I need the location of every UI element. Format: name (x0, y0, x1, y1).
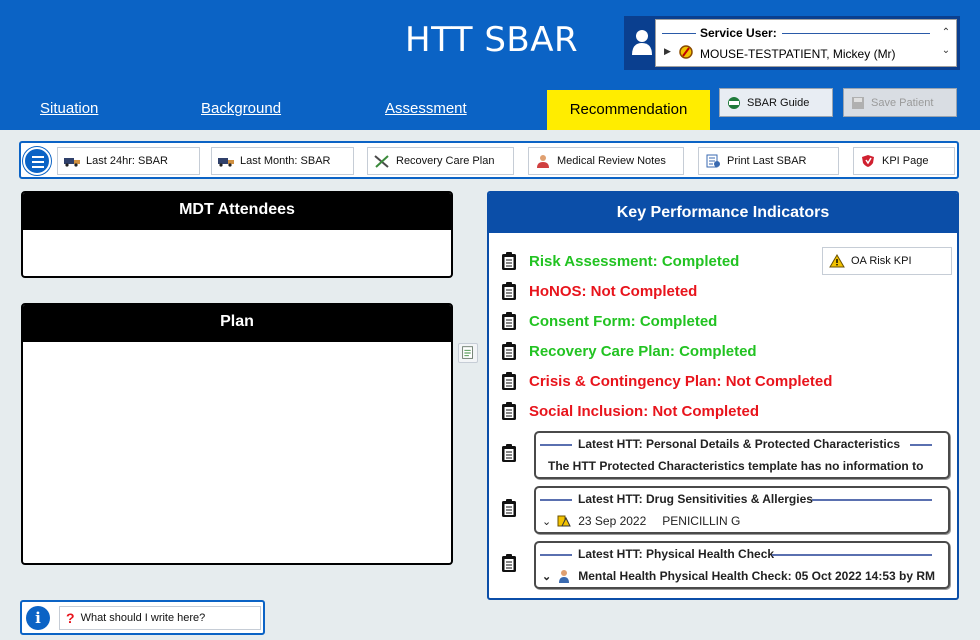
last-24hr-sbar-button[interactable] (57, 147, 200, 175)
kpi-item-label: Social Inclusion: Not Completed (529, 402, 760, 420)
guide-icon (726, 96, 742, 110)
clipboard-icon (501, 402, 517, 420)
divider (910, 444, 932, 446)
shield-icon (859, 154, 877, 168)
divider (540, 554, 572, 556)
kpi-item-label: Recovery Care Plan: Completed (529, 342, 757, 360)
car-icon (217, 154, 235, 168)
oa-risk-kpi-button[interactable] (822, 247, 952, 275)
scrollbar[interactable]: ⌃ ⌄ (941, 27, 951, 56)
patient-icon (678, 44, 694, 60)
expand-arrow-icon[interactable]: ▶ (664, 46, 671, 56)
kpi-item-crisis-contingency-plan (501, 372, 832, 390)
doctor-icon (557, 569, 571, 583)
drug-sensitivities-group (534, 486, 950, 534)
divider (782, 33, 930, 34)
plan-panel (21, 303, 453, 565)
template-icon[interactable] (458, 343, 478, 363)
last-24hr-sbar-label: Last 24hr: SBAR (86, 155, 168, 167)
clipboard-icon (501, 372, 517, 390)
kpi-item-risk-assessment (501, 252, 739, 270)
kpi-item-label: Consent Form: Completed (529, 312, 718, 330)
drug-sensitivity-date: 23 Sep 2022 (578, 514, 647, 528)
mdt-attendees-title: MDT Attendees (23, 193, 451, 230)
recovery-care-plan-button[interactable] (367, 147, 514, 175)
clipboard-icon (501, 554, 517, 572)
clipboard-icon (501, 342, 517, 360)
medical-review-notes-button[interactable] (528, 147, 684, 175)
oa-risk-kpi-label: OA Risk KPI (851, 255, 912, 267)
kpi-item-label: HoNOS: Not Completed (529, 282, 698, 300)
print-last-sbar-button[interactable] (698, 147, 839, 175)
physical-health-row[interactable] (542, 569, 935, 583)
clipboard-icon (501, 312, 517, 330)
drug-sensitivity-row[interactable] (542, 514, 740, 528)
chevron-down-icon[interactable]: ⌄ (542, 515, 552, 528)
divider (540, 444, 572, 446)
plan-title: Plan (23, 305, 451, 342)
user-icon (631, 27, 653, 57)
question-icon: ? (66, 610, 75, 626)
divider (540, 499, 572, 501)
page-title: HTT SBAR (405, 20, 579, 60)
allergy-warning-icon (557, 514, 571, 528)
kpi-item-social-inclusion (501, 402, 759, 420)
recovery-care-plan-label: Recovery Care Plan (396, 155, 495, 167)
drug-sensitivities-title: Latest HTT: Drug Sensitivities & Allergies (578, 492, 813, 506)
tab-situation[interactable]: Situation (40, 100, 99, 117)
car-icon (63, 154, 81, 168)
save-patient-button[interactable] (843, 88, 957, 117)
clipboard-icon (501, 444, 517, 462)
what-should-i-write-button[interactable] (59, 606, 261, 630)
tools-icon (373, 154, 391, 168)
physical-health-title: Latest HTT: Physical Health Check (578, 547, 775, 561)
divider (812, 499, 932, 501)
info-icon: i (26, 606, 50, 630)
print-document-icon (704, 154, 722, 168)
service-user-label: Service User: (700, 26, 777, 40)
mdt-attendees-panel (21, 191, 453, 278)
help-panel (20, 600, 265, 635)
service-user-box[interactable] (655, 19, 957, 67)
kpi-item-honos (501, 282, 697, 300)
drug-sensitivity-value: PENICILLIN G (662, 514, 741, 528)
chevron-down-icon[interactable]: ⌄ (542, 570, 552, 583)
plan-field[interactable] (23, 342, 451, 564)
service-user-panel (624, 16, 960, 70)
tab-background[interactable]: Background (201, 100, 282, 117)
sbar-guide-label: SBAR Guide (747, 96, 810, 109)
personal-details-group (534, 431, 950, 479)
physical-health-value: Mental Health Physical Health Check: 05 Oct 2022 14:53 by RM (578, 569, 936, 583)
menu-icon[interactable] (23, 147, 51, 175)
tab-recommendation[interactable]: Recommendation (547, 90, 710, 130)
warning-icon (829, 254, 845, 268)
service-user-name: MOUSE-TESTPATIENT, Mickey (Mr) (700, 47, 896, 61)
kpi-item-consent-form (501, 312, 717, 330)
kpi-item-label: Crisis & Contingency Plan: Not Completed (529, 372, 833, 390)
print-last-sbar-label: Print Last SBAR (727, 155, 807, 167)
clipboard-icon (501, 499, 517, 517)
kpi-panel (487, 191, 959, 600)
kpi-title: Key Performance Indicators (489, 193, 957, 233)
sbar-guide-button[interactable] (719, 88, 833, 117)
tab-assessment[interactable]: Assessment (385, 100, 467, 117)
kpi-item-recovery-care-plan (501, 342, 757, 360)
divider (662, 33, 696, 34)
toolbar (19, 141, 959, 179)
header-bar (0, 0, 980, 130)
personal-details-text: The HTT Protected Characteristics template has no information to (548, 459, 924, 473)
mdt-attendees-field[interactable] (23, 230, 451, 276)
clipboard-icon (501, 282, 517, 300)
divider (772, 554, 932, 556)
physical-health-group (534, 541, 950, 589)
save-patient-label: Save Patient (871, 96, 934, 109)
what-should-i-write-label: What should I write here? (80, 612, 206, 624)
clipboard-icon (501, 252, 517, 270)
kpi-item-label: Risk Assessment: Completed (529, 252, 740, 270)
last-month-sbar-button[interactable] (211, 147, 354, 175)
last-month-sbar-label: Last Month: SBAR (240, 155, 331, 167)
personal-details-title: Latest HTT: Personal Details & Protected Characteristics (578, 437, 901, 451)
medical-review-notes-label: Medical Review Notes (557, 155, 666, 167)
kpi-page-label: KPI Page (882, 155, 929, 167)
save-icon (850, 96, 866, 110)
doctor-icon (534, 154, 552, 168)
kpi-page-button[interactable] (853, 147, 955, 175)
